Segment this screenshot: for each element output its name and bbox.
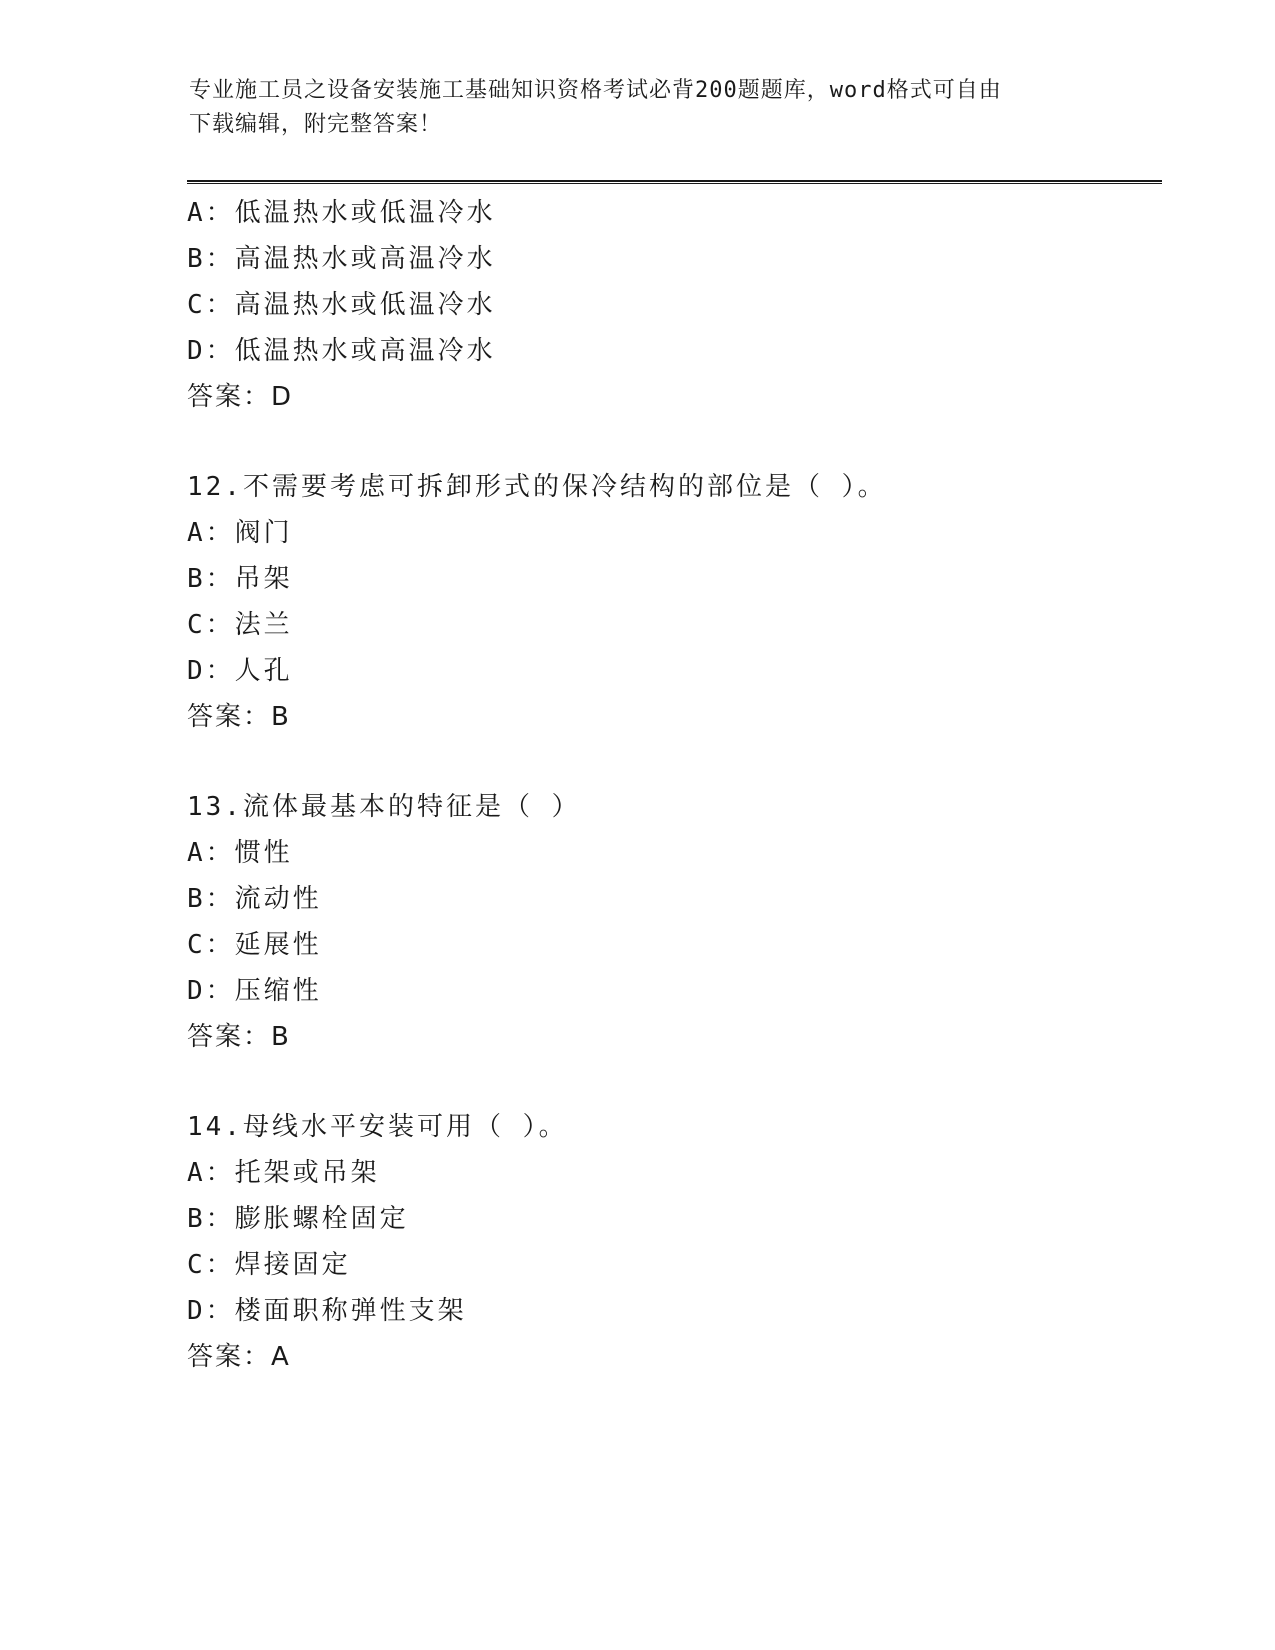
spacer <box>187 1060 1162 1104</box>
question-text: 12.不需要考虑可拆卸形式的保冷结构的部位是（ ）。 <box>187 472 887 502</box>
answer-line: 答案：D <box>187 382 294 412</box>
option-a: A：惯性 <box>187 838 293 868</box>
answer-line: 答案：B <box>187 1022 291 1052</box>
option-a: A：托架或吊架 <box>187 1158 380 1188</box>
option-d: D：人孔 <box>187 656 293 686</box>
question-block-13 <box>187 784 1162 1060</box>
option-d: D：楼面职称弹性支架 <box>187 1296 467 1326</box>
question-block-11 <box>187 190 1162 420</box>
document-header <box>189 74 1089 142</box>
option-d: D：压缩性 <box>187 976 322 1006</box>
answer-line: 答案：B <box>187 702 291 732</box>
option-b: B：高温热水或高温冷水 <box>187 244 496 274</box>
header-line-1: 专业施工员之设备安装施工基础知识资格考试必背200题题库，word格式可自由 <box>189 78 1002 103</box>
option-c: C：法兰 <box>187 610 293 640</box>
question-block-14 <box>187 1104 1162 1380</box>
option-a: A：低温热水或低温冷水 <box>187 198 496 228</box>
option-d: D：低温热水或高温冷水 <box>187 336 496 366</box>
question-list <box>187 190 1162 1380</box>
option-a: A：阀门 <box>187 518 293 548</box>
option-b: B：膨胀螺栓固定 <box>187 1204 409 1234</box>
question-text: 14.母线水平安装可用（ ）。 <box>187 1112 568 1142</box>
spacer <box>187 740 1162 784</box>
header-line-2: 下载编辑，附完整答案！ <box>189 112 443 137</box>
question-text: 13.流体最基本的特征是（ ） <box>187 792 581 822</box>
spacer <box>187 420 1162 464</box>
option-c: C：延展性 <box>187 930 322 960</box>
header-divider <box>187 180 1162 184</box>
option-c: C：高温热水或低温冷水 <box>187 290 496 320</box>
option-c: C：焊接固定 <box>187 1250 351 1280</box>
answer-line: 答案：A <box>187 1342 291 1372</box>
question-block-12 <box>187 464 1162 740</box>
option-b: B：吊架 <box>187 564 293 594</box>
option-b: B：流动性 <box>187 884 322 914</box>
